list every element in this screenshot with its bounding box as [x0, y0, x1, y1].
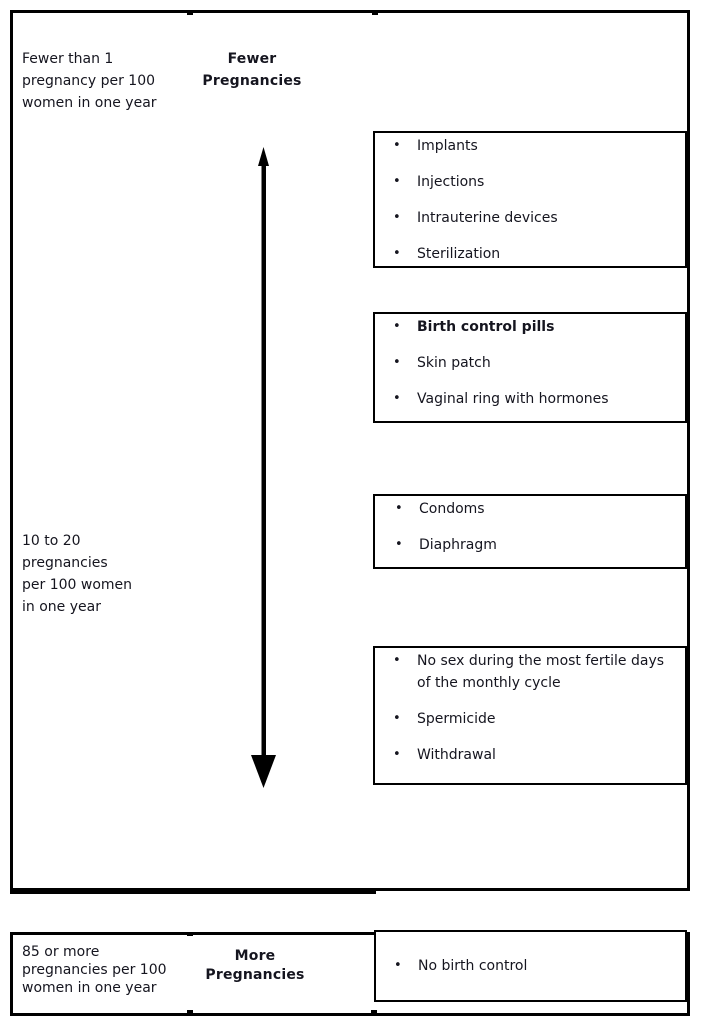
label-line: 10 to 20: [22, 533, 81, 549]
method-item: [393, 135, 677, 157]
method-label: Injections: [417, 174, 485, 190]
bullet-icon: •: [395, 537, 403, 552]
header-line: Pregnancies: [205, 967, 305, 983]
table-grid-stub: [187, 11, 193, 15]
header-line: Pregnancies: [202, 73, 302, 89]
label-line: women in one year: [22, 95, 157, 111]
bullet-icon: •: [393, 711, 401, 726]
method-label: No birth control: [418, 958, 528, 974]
more-pregnancies-header: [190, 947, 320, 985]
method-item: [393, 388, 677, 410]
bullet-icon: •: [393, 355, 401, 370]
method-label: Implants: [417, 138, 478, 154]
bullet-icon: •: [393, 653, 401, 668]
method-item: [393, 316, 677, 338]
method-label: Intrauterine devices: [417, 210, 558, 226]
method-item: [393, 171, 677, 193]
header-line: More: [234, 948, 276, 964]
bullet-icon: •: [393, 391, 401, 406]
label-line: Fewer than 1: [22, 51, 114, 67]
bullet-icon: •: [393, 174, 401, 189]
method-item: [393, 243, 677, 265]
method-label: No sex during the most fertile days of the monthly cycle: [417, 653, 665, 691]
header-line: Fewer: [227, 51, 277, 67]
fewer-pregnancies-header: [187, 48, 317, 92]
method-item: [393, 650, 677, 694]
label-line: 85 or more: [22, 944, 100, 960]
method-item: [393, 207, 677, 229]
method-group-most-effective: [373, 131, 687, 268]
table-grid-stub: [187, 1010, 193, 1014]
method-group-least-effective: [373, 646, 687, 785]
method-item: [393, 708, 677, 730]
method-label: Spermicide: [417, 711, 496, 727]
method-label: Sterilization: [417, 246, 501, 262]
label-line: women in one year: [22, 980, 157, 996]
bullet-icon: •: [393, 747, 401, 762]
label-line: per 100 women: [22, 577, 133, 593]
method-label: Skin patch: [417, 355, 491, 371]
bottom-left-rate-label: [22, 943, 202, 997]
top-left-rate-label: [22, 48, 192, 114]
method-item: [393, 744, 677, 766]
bullet-icon: •: [394, 958, 402, 973]
bullet-icon: •: [395, 501, 403, 516]
method-item: [395, 534, 677, 556]
table-grid-stub: [187, 933, 193, 936]
method-label: Diaphragm: [419, 537, 497, 553]
table-grid-stub: [372, 11, 378, 15]
method-item: [393, 352, 677, 374]
method-item: [394, 955, 527, 977]
method-group-barrier: [373, 494, 687, 569]
method-group-hormonal: [373, 312, 687, 423]
bullet-icon: •: [393, 138, 401, 153]
bullet-icon: •: [393, 210, 401, 225]
bullet-icon: •: [393, 246, 401, 261]
method-group-none: [374, 930, 687, 1002]
table-grid-stub: [10, 890, 376, 894]
method-label: Vaginal ring with hormones: [417, 391, 609, 407]
method-item: [395, 498, 677, 520]
effectiveness-arrow-icon: [238, 144, 290, 792]
method-label: Condoms: [419, 501, 485, 517]
method-label: Withdrawal: [417, 747, 496, 763]
label-line: pregnancies per 100: [22, 962, 167, 978]
label-line: pregnancies: [22, 555, 108, 571]
method-label: Birth control pills: [417, 319, 555, 335]
mid-left-rate-label: [22, 530, 172, 618]
table-grid-stub: [371, 1010, 377, 1014]
label-line: pregnancy per 100: [22, 73, 156, 89]
bullet-icon: •: [393, 319, 401, 334]
label-line: in one year: [22, 599, 101, 615]
